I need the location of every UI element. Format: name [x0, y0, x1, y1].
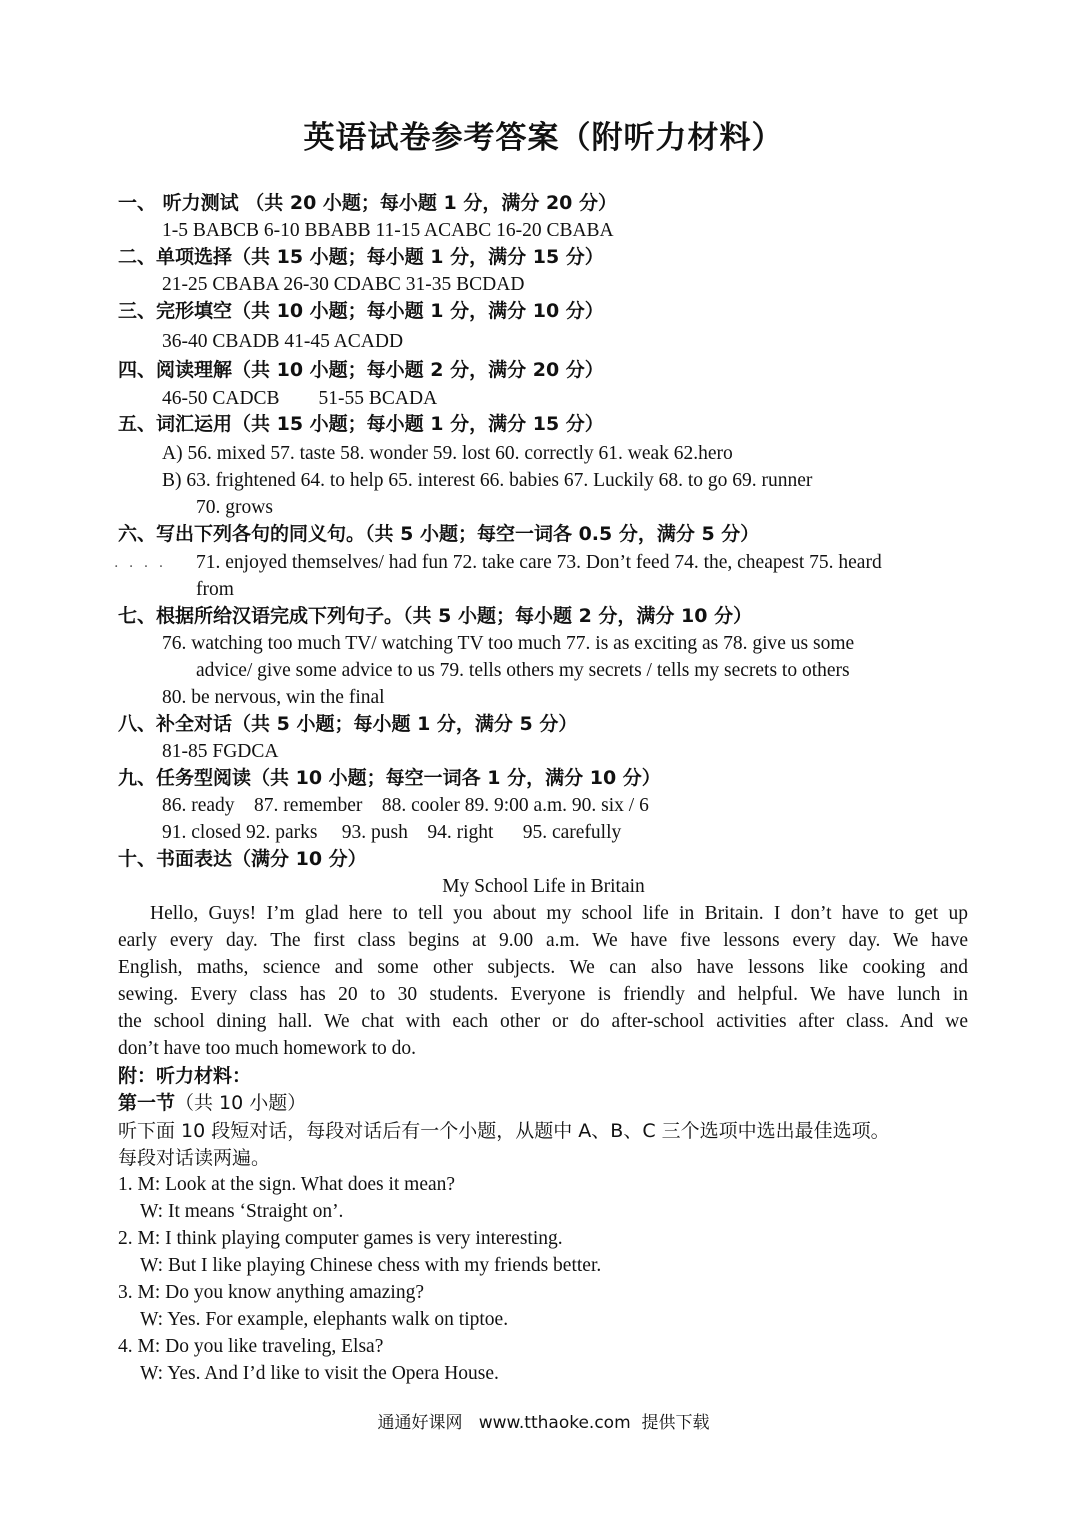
- section-10-heading: 十、书面表达（满分 10 分）: [118, 848, 367, 870]
- section-6-answers-cont: from: [196, 579, 234, 600]
- section-1-heading: 一、 听力测试 （共 20 小题；每小题 1 分，满分 20 分）: [118, 192, 618, 214]
- essay-line-5: the school dining hall. We chat with each other or do after-school activities after class. And we: [118, 1011, 968, 1032]
- section-6-answers: 71. enjoyed themselves/ had fun 72. take care 73. Don’t feed 74. the, cheapest 75. heard: [196, 552, 882, 573]
- section-7-answers-80: 80. be nervous, win the final: [162, 687, 385, 708]
- page-title: 英语试卷参考答案（附听力材料）: [303, 120, 784, 156]
- instruction-line-1: 听下面 10 段短对话，每段对话后有一个小题，从题中 A、B、C 三个选项中选出最佳选项。: [118, 1120, 890, 1142]
- dialogue-3-w: W: Yes. For example, elephants walk on tiptoe.: [140, 1309, 509, 1330]
- essay-line-6: don’t have too much homework to do.: [118, 1038, 417, 1059]
- dialogue-1-w: W: It means ‘Straight on’.: [140, 1201, 344, 1222]
- section-9-heading: 九、任务型阅读（共 10 小题；每空一词各 1 分，满分 10 分）: [118, 767, 661, 789]
- part-1-line: [118, 1090, 306, 1117]
- appendix-heading: 附：听力材料：: [118, 1065, 252, 1087]
- essay-line-4: sewing. Every class has 20 to 30 students. Everyone is friendly and helpful. We have lunch in: [118, 984, 968, 1005]
- dialogue-3-m: 3. M: Do you know anything amazing?: [118, 1282, 424, 1303]
- instruction-line-2: 每段对话读两遍。: [118, 1147, 271, 1169]
- dialogue-4-m: 4. M: Do you like traveling, Elsa?: [118, 1336, 384, 1357]
- dialogue-4-w: W: Yes. And I’d like to visit the Opera House.: [140, 1363, 499, 1384]
- section-4-answers: 46-50 CADCB 51-55 BCADA: [162, 388, 438, 409]
- section-3-answers: 36-40 CBADB 41-45 ACADD: [162, 331, 404, 352]
- section-9-answers-2: 91. closed 92. parks 93. push 94. right 95. carefully: [162, 822, 622, 843]
- section-6-heading: 六、写出下列各句的同义句。（共 5 小题；每空一词各 0.5 分，满分 5 分）: [118, 523, 760, 545]
- section-5-answers-b-cont: 70. grows: [196, 497, 273, 518]
- section-8-answers: 81-85 FGDCA: [162, 741, 279, 762]
- essay-line-2: early every day. The first class begins at 9.00 a.m. We have five lessons every day. We have: [118, 930, 968, 951]
- section-3-heading: 三、完形填空（共 10 小题；每小题 1 分，满分 10 分）: [118, 300, 604, 322]
- section-7-answers: 76. watching too much TV/ watching TV too much 77. is as exciting as 78. give us some: [162, 633, 855, 654]
- section-1-answers: 1-5 BABCB 6-10 BBABB 11-15 ACABC 16-20 CBABA: [162, 220, 614, 241]
- section-7-answers-cont: advice/ give some advice to us 79. tells others my secrets / tells my secrets to others: [196, 660, 850, 681]
- section-5-heading: 五、词汇运用（共 15 小题；每小题 1 分，满分 15 分）: [118, 413, 604, 435]
- section-4-heading: 四、阅读理解（共 10 小题；每小题 2 分，满分 20 分）: [118, 359, 604, 381]
- page-footer: 通通好课网 www.tthaoke.com 提供下载: [377, 1413, 710, 1433]
- section-2-answers: 21-25 CBABA 26-30 CDABC 31-35 BCDAD: [162, 274, 525, 295]
- essay-line-1: Hello, Guys! I’m glad here to tell you about my school life in Britain. I don’t have to get up: [150, 903, 968, 924]
- section-8-heading: 八、补全对话（共 5 小题；每小题 1 分，满分 5 分）: [118, 713, 578, 735]
- section-7-heading: 七、根据所给汉语完成下列句子。（共 5 小题；每小题 2 分，满分 10 分）: [118, 605, 753, 627]
- essay-line-3: English, maths, science and some other subjects. We can also have lessons like cooking and: [118, 957, 968, 978]
- section-5-answers-b: B) 63. frightened 64. to help 65. interest 66. babies 67. Luckily 68. to go 69. runner: [162, 470, 813, 491]
- dialogue-2-w: W: But I like playing Chinese chess with my friends better.: [140, 1255, 602, 1276]
- leader-dots: . . . .: [114, 555, 167, 571]
- section-2-heading: 二、单项选择（共 15 小题；每小题 1 分，满分 15 分）: [118, 246, 604, 268]
- dialogue-2-m: 2. M: I think playing computer games is very interesting.: [118, 1228, 563, 1249]
- section-5-answers-a: A) 56. mixed 57. taste 58. wonder 59. lost 60. correctly 61. weak 62.hero: [162, 443, 733, 464]
- dialogue-1-m: 1. M: Look at the sign. What does it mean?: [118, 1174, 456, 1195]
- section-9-answers-1: 86. ready 87. remember 88. cooler 89. 9:00 a.m. 90. six / 6: [162, 795, 649, 816]
- part-1-label: 第一节: [118, 1092, 176, 1114]
- essay-title: My School Life in Britain: [442, 876, 645, 897]
- part-1-note: （共 10 小题）: [175, 1092, 307, 1114]
